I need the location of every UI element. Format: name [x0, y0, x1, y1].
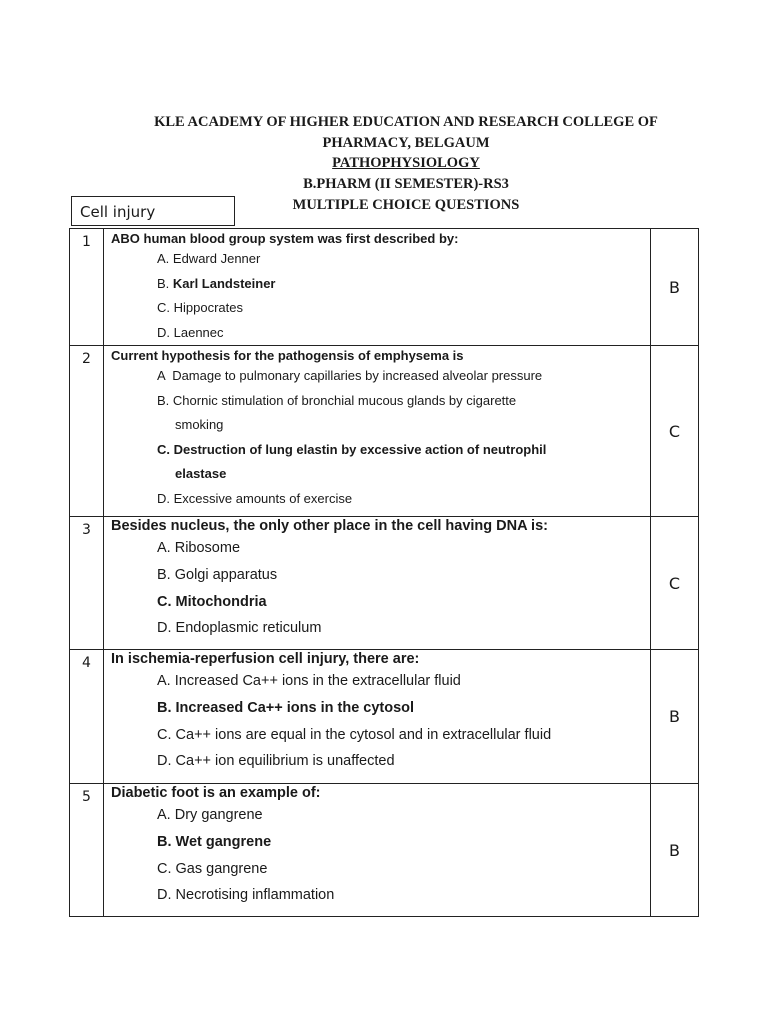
- question-number: 3: [70, 517, 104, 650]
- question-number: 1: [70, 229, 104, 346]
- option-d: D. Excessive amounts of exercise: [157, 490, 353, 506]
- answer-key: B: [651, 650, 699, 784]
- question-type-title: MULTIPLE CHOICE QUESTIONS: [292, 196, 520, 213]
- question-text: In ischemia-reperfusion cell injury, there are:: [111, 651, 420, 667]
- option-a: A. Dry gangrene: [157, 807, 263, 823]
- question-row: [70, 346, 699, 517]
- program-title: B.PHARM (II SEMESTER)-RS3: [303, 176, 509, 193]
- option-d: D. Necrotising inflammation: [157, 887, 335, 904]
- answer-key: B: [651, 784, 699, 917]
- answer-key: B: [651, 229, 699, 346]
- option-a: A. Edward Jenner: [157, 251, 261, 266]
- question-number: 4: [70, 650, 104, 784]
- option-c-continuation: elastase: [175, 466, 227, 481]
- option-b: B. Wet gangrene: [157, 833, 272, 850]
- question-number: 2: [70, 346, 104, 517]
- question-row: [70, 784, 699, 917]
- option-b: B. Karl Landsteiner: [157, 275, 276, 291]
- option-b: B. Chornic stimulation of bronchial mucous glands by cigarette: [157, 392, 517, 408]
- option-d: D. Endoplasmic reticulum: [157, 620, 322, 637]
- institution-name-line-2: PHARMACY, BELGAUM: [322, 134, 490, 151]
- answer-key: C: [651, 346, 699, 517]
- option-a: A Damage to pulmonary capillaries by increased alveolar pressure: [157, 368, 543, 383]
- option-a: A. Ribosome: [157, 540, 241, 556]
- institution-name-line-1: KLE ACADEMY OF HIGHER EDUCATION AND RESEARCH COLLEGE OF: [154, 114, 658, 130]
- question-content: [104, 784, 651, 917]
- question-number: 5: [70, 784, 104, 917]
- option-c: C. Mitochondria: [157, 593, 267, 610]
- option-d: D. Ca++ ion equilibrium is unaffected: [157, 753, 395, 770]
- answer-key: C: [651, 517, 699, 650]
- option-d: D. Laennec: [157, 324, 224, 340]
- option-c: C. Ca++ ions are equal in the cytosol and in extracellular fluid: [157, 726, 552, 743]
- mcq-table: [69, 228, 699, 917]
- question-content: [104, 346, 651, 517]
- question-content: [104, 650, 651, 784]
- question-content: [104, 229, 651, 346]
- subject-title: PATHOPHYSIOLOGY: [332, 155, 480, 172]
- option-b: B. Increased Ca++ ions in the cytosol: [157, 699, 415, 716]
- question-row: [70, 517, 699, 650]
- option-c: C. Destruction of lung elastin by excessive action of neutrophil: [157, 441, 547, 457]
- question-text: ABO human blood group system was first described by:: [111, 231, 459, 246]
- question-text: Besides nucleus, the only other place in the cell having DNA is:: [111, 518, 548, 534]
- option-b-continuation: smoking: [175, 417, 224, 432]
- topic-label: Cell injury: [71, 196, 235, 226]
- question-text: Diabetic foot is an example of:: [111, 785, 321, 801]
- question-row: [70, 229, 699, 346]
- option-c: C. Hippocrates: [157, 300, 243, 315]
- option-c: C. Gas gangrene: [157, 860, 268, 877]
- question-content: [104, 517, 651, 650]
- option-a: A. Increased Ca++ ions in the extracellular fluid: [157, 673, 461, 689]
- question-text: Current hypothesis for the pathogensis of emphysema is: [111, 348, 464, 363]
- question-row: [70, 650, 699, 784]
- option-b: B. Golgi apparatus: [157, 566, 278, 583]
